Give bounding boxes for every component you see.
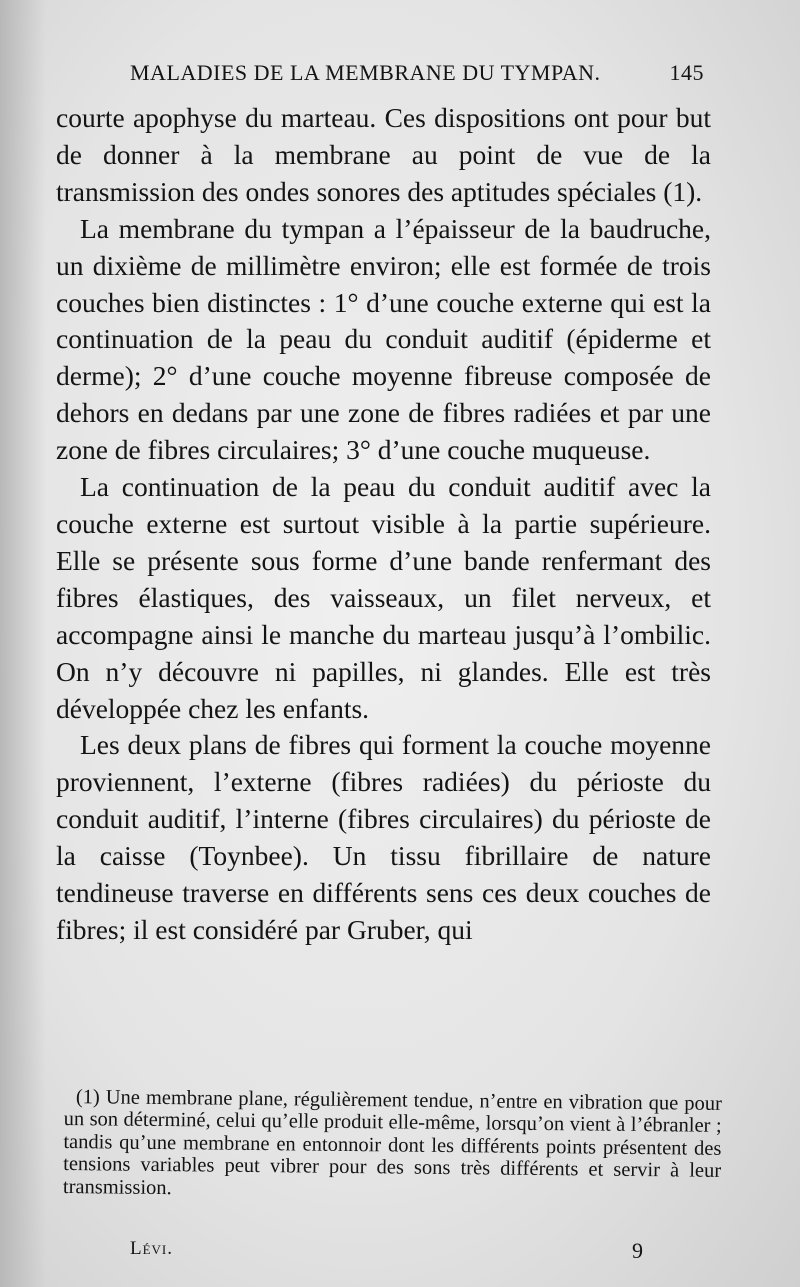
footnote-text: (1) Une membrane plane, régulièrement tendue, n’entre en vibration que pour un son déterminé, celui qu’elle produit elle-même, lorsqu’on vient à l’ébranler ; tandis qu’une membrane en entonnoir dont les différents points présentent des tensions variables peut vibrer pour des sons très différents et servir à leur transmission. <box>62 1086 722 1199</box>
body-text <box>56 100 711 949</box>
sheet-number: 9 <box>632 1238 643 1263</box>
printer-signature: Lévi. <box>130 1238 174 1259</box>
paragraph-3: La continuation de la peau du conduit auditif avec la couche externe est surtout visible à la partie supérieure. Elle se présente sous forme d’une bande renfermant des fibres élastiques, des vaisseaux, un filet nerveux, et accompagne ainsi le manche du marteau jusqu’à l’ombilic. On n’y découvre ni papilles, ni glandes. Elle est très développée chez les enfants. <box>56 471 711 724</box>
running-head-title: MALADIES DE LA MEMBRANE DU TYMPAN. <box>130 60 601 85</box>
paragraph-1: courte apophyse du marteau. Ces dispositions ont pour but de donner à la membrane au point de vue de la transmission des ondes sonores des aptitudes spéciales (1). <box>56 102 711 207</box>
footnote <box>63 1086 722 1205</box>
paragraph-4: Les deux plans de fibres qui forment la couche moyenne proviennent, l’externe (fibres radiées) du périoste du conduit auditif, l’interne (fibres circulaires) du périoste de la caisse (Toynbee). Un tissu fibrillaire de nature tendineuse traverse en différents sens ces deux couches de fibres; il est considéré par Gruber, qui <box>56 729 711 945</box>
page-number: 145 <box>669 60 704 85</box>
paragraph-2: La membrane du tympan a l’épaisseur de la baudruche, un dixième de millimètre environ; elle est formée de trois couches bien distinctes : 1° d’une couche externe qui est la continuation de la peau du conduit auditif (épiderme et derme); 2° d’une couche moyenne fibreuse composée de dehors en dedans par une zone de fibres radiées et par une zone de fibres circulaires; 3° d’une couche muqueuse. <box>56 212 711 466</box>
